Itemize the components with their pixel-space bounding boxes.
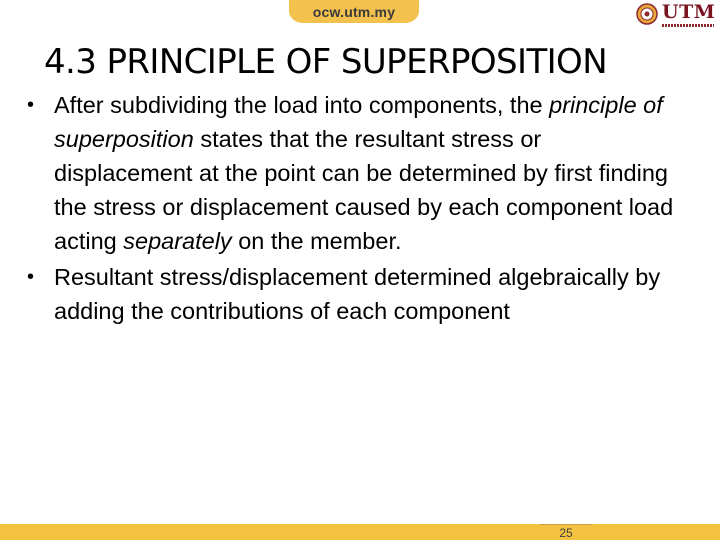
footer-bar [0,524,720,540]
utm-logo [636,3,716,31]
brand-tagline-graphic [662,24,714,27]
bullet-dot-icon: • [27,266,35,288]
bullet-item [26,88,676,258]
bullet-1-text-a: After subdividing the load into components, the [54,92,550,118]
bullet-1-text-b: states that the resultant stress or displacement at the point can be determined by first finding the stress or displacement caused by each component load acting [54,126,674,254]
bullet-1-text-c: on the member. [231,228,402,254]
brand-name: UTM [662,1,716,23]
bullet-1-emphasis-principle: principle of superposition [54,92,663,152]
bullet-dot-icon: • [27,94,35,116]
site-url-label: ocw.utm.my [312,3,396,20]
bullet-list [26,88,676,328]
bullet-1-emphasis-separately: separately [123,228,232,254]
bullet-2-text: Resultant stress/displacement determined algebraically by adding the contributions of each component [54,264,661,324]
utm-seal-icon [636,3,658,25]
page-number: 25 [559,526,573,540]
site-url-tab[interactable] [289,0,419,23]
bullet-item [26,260,676,328]
slide-title: 4.3 PRINCIPLE OF SUPERPOSITION [44,42,608,82]
